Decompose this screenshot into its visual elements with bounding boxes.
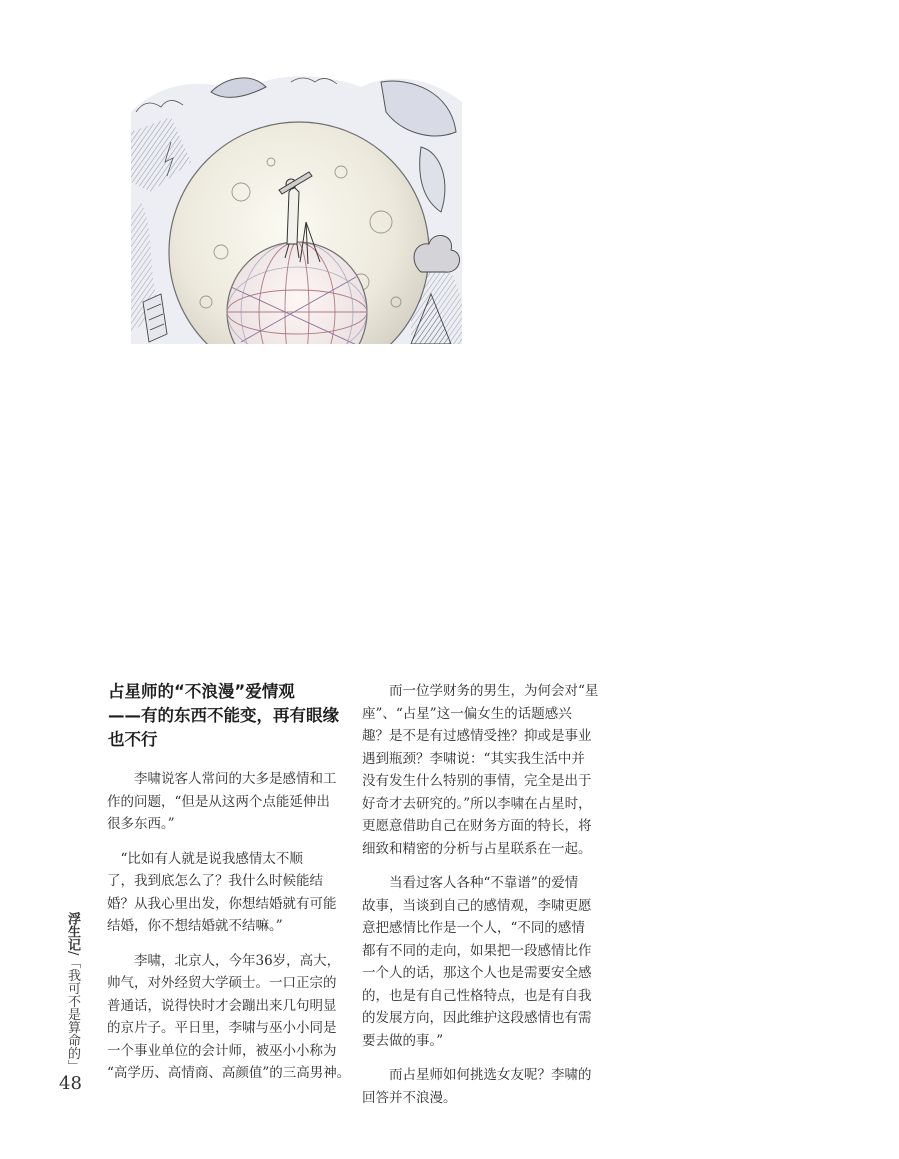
text-line: 意把感情比作是一个人，“不同的感情 [362,920,585,936]
text-line: 遇到瓶颈？李啸说：“其实我生活中并 [362,750,585,767]
text-line: “比如有人就是说我感情太不顺 [107,850,303,867]
text-line: 故事，当谈到自己的感情观，李啸更愿 [362,897,592,914]
text-line: 细致和精密的分析与占星联系在一起。 [362,840,592,857]
text-line: 好奇才去研究的。”所以李啸在占星时， [362,795,592,812]
text-line: 更愿意借助自己在财务方面的特长，将 [362,818,592,834]
text-line: 都有不同的走向，如果把一段感情比作 [362,942,592,959]
heading-line-1: 占星师的“不浪漫”爱情观 [108,682,295,701]
paragraph [107,950,351,1085]
text-line: 当看过客人各种“不靠谱”的爱情 [362,875,579,891]
running-title [59,912,81,1072]
text-line: 作的问题，“但是从这两个点能延伸出 [107,793,330,810]
section-heading [108,680,348,752]
text-line: 没有发生什么特别的事情，完全是出于 [362,773,592,789]
right-text-column [362,680,599,1121]
article-title: /「我可不是算命的」 [65,951,80,1073]
text-line: 普通话，说得快时才会蹦出来几句明显 [107,997,337,1014]
paragraph [362,680,599,860]
text-line: 而一位学财务的男生，为何会对“星 [362,683,599,699]
text-line: 一个人的话，那这个人也是需要安全感 [362,965,592,981]
text-line: 座”、“占星”这一偏女生的话题感兴 [362,705,572,722]
text-line: 要去做的事。” [362,1032,444,1049]
text-line: 一个事业单位的会计师，被巫小小称为 [107,1042,337,1059]
text-line: 结婚，你不想结婚就不结嘛。” [107,918,283,934]
text-line: 了，我到底怎么了？我什么时候能结 [107,873,323,889]
paragraph [107,848,335,938]
left-text-column [107,768,351,1097]
paragraph [362,872,590,1052]
paragraph [362,1064,590,1109]
text-line: 的，也是有自己性格特点，也是有自我 [362,987,592,1004]
text-line: 的京片子。平日里，李啸与巫小小同是 [107,1020,337,1036]
text-line: 很多东西。” [107,816,175,832]
text-line: 婚？从我心里出发，你想结婚就有可能 [107,895,337,912]
page-number: 48 [59,1073,82,1094]
astrology-illustration [131,72,462,344]
paragraph [107,768,335,836]
heading-line-3: 也不行 [108,730,158,749]
text-line: “高学历、高情商、高颜值”的三高男神。 [107,1065,351,1081]
text-line: 趣？是不是有过感情受挫？抑或是事业 [362,728,592,744]
text-line: 而占星师如何挑选女友呢？李啸的 [362,1067,592,1083]
text-line: 李啸，北京人，今年36岁，高大， [107,952,341,969]
text-line: 李啸说客人常问的大多是感情和工 [107,771,337,787]
heading-line-2: ——有的东西不能变，再有眼缘 [108,706,339,725]
text-line: 帅气，对外经贸大学硕士。一口正宗的 [107,975,337,991]
text-line: 回答并不浪漫。 [362,1089,457,1106]
section-brand: 浮生记 [65,912,80,951]
text-line: 的发展方向，因此维护这段感情也有需 [362,1010,592,1026]
